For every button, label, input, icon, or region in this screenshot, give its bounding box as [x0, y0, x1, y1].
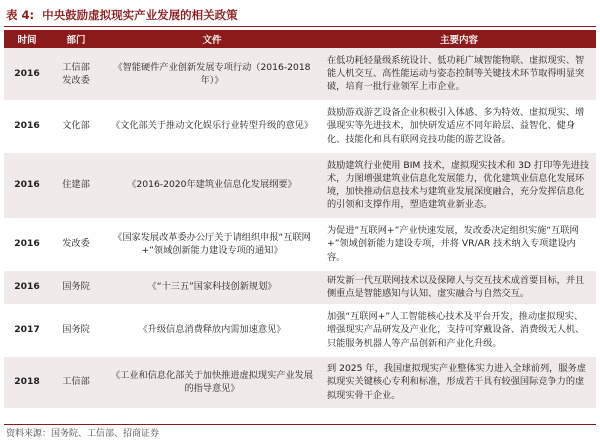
row-year: 2016 — [4, 48, 50, 100]
row-document: 《文化部关于推动文化娱乐行业转型升级的意见》 — [102, 100, 322, 152]
row-year: 2016 — [4, 100, 50, 152]
row-document: 《工业和信息化部关于加快推进虚拟现实产业发展的指导意见》 — [102, 356, 322, 408]
row-document: 《升级信息消费释放内需加速意见》 — [102, 304, 322, 356]
row-year: 2018 — [4, 356, 50, 408]
department-line: 工信部 发改委 — [62, 61, 90, 86]
row-department: 住建部 — [50, 152, 102, 218]
column-header-content: 主要内容 — [322, 30, 596, 48]
row-document: 《2016-2020年建筑业信息化发展纲要》 — [102, 152, 322, 218]
row-content: 加强“互联网+”人工智能核心技术及平台开发，推动虚拟现实、增强现实产品研发及产业化，支持可穿戴设备、消费级无人机、只能服务机器人等产品创新和产业化升级。 — [322, 304, 596, 356]
table-row — [4, 152, 596, 218]
row-department: 国务院 — [50, 270, 102, 304]
table-row — [4, 270, 596, 304]
row-content: 研发新一代互联网技术以及保障人与交互技术成首要目标，并且侧重点是智能感知与认知、虚实融合与自然交互。 — [322, 270, 596, 304]
source-note: 资料来源：国务院、工信部、招商证券 — [6, 429, 160, 439]
row-department: 发改委 — [50, 218, 102, 270]
table-row — [4, 356, 596, 408]
row-department: 工信部 — [50, 356, 102, 408]
policy-table — [4, 30, 596, 409]
row-department — [50, 48, 102, 100]
table-row — [4, 100, 596, 152]
table-header-row — [4, 30, 596, 48]
table-row — [4, 304, 596, 356]
table-row — [4, 48, 596, 100]
column-header-time: 时间 — [4, 30, 50, 48]
table-number: 表 4: — [6, 8, 35, 22]
row-year: 2017 — [4, 304, 50, 356]
row-document: 《“十三五”国家科技创新规划》 — [102, 270, 322, 304]
row-document: 《国家发展改革委办公厅关于请组织申报“互联网+”领域创新能力建设专项的通知》 — [102, 218, 322, 270]
table-row — [4, 218, 596, 270]
row-department: 国务院 — [50, 304, 102, 356]
table-title — [6, 6, 238, 24]
row-content: 鼓励游戏游艺设备企业积极引入体感、多为特效、虚拟现实、增强现实等先进技术，加快研发适应不同年龄层、益智化、健身化、技能化和具有联网竞技功能的游艺设备。 — [322, 100, 596, 152]
row-department: 文化部 — [50, 100, 102, 152]
row-content: 到 2025 年，我国虚拟现实产业整体实力进入全球前列，服务虚拟现实关键核心专利和标准，形成若干具有较强国际竞争力的虚拟现实骨干企业。 — [322, 356, 596, 408]
footer-divider — [4, 424, 596, 425]
row-document: 《智能硬件产业创新发展专项行动（2016-2018年）》 — [102, 48, 322, 100]
column-header-document: 文件 — [102, 30, 322, 48]
row-content: 为促进“互联网+”产业快速发展，发改委决定组织实施“互联网+”领域创新能力建设专项，并将 VR/AR 技术纳入专项建设内容。 — [322, 218, 596, 270]
column-header-department: 部门 — [50, 30, 102, 48]
table-title-text: 中央鼓励虚拟现实产业发展的相关政策 — [42, 8, 238, 22]
title-divider — [4, 26, 596, 27]
row-year: 2016 — [4, 218, 50, 270]
row-content: 鼓励建筑行业使用 BIM 技术，虚拟现实技术和 3D 打印等先进技术，力图增强建筑业信息化发展能力，优化建筑业信息化发展环境，加快推动信息技术与建筑业发展深度融合，充分发挥信息化的引领和支撑作用，塑造建筑业新业态。 — [322, 152, 596, 218]
row-content: 在低功耗轻量级系统设计、低功耗广域智能物联、虚拟现实、智能人机交互、高性能运动与姿态控制等关键技术环节取得明显突破，培育一批行业领军上市企业。 — [322, 48, 596, 100]
row-year: 2016 — [4, 152, 50, 218]
row-year: 2016 — [4, 270, 50, 304]
